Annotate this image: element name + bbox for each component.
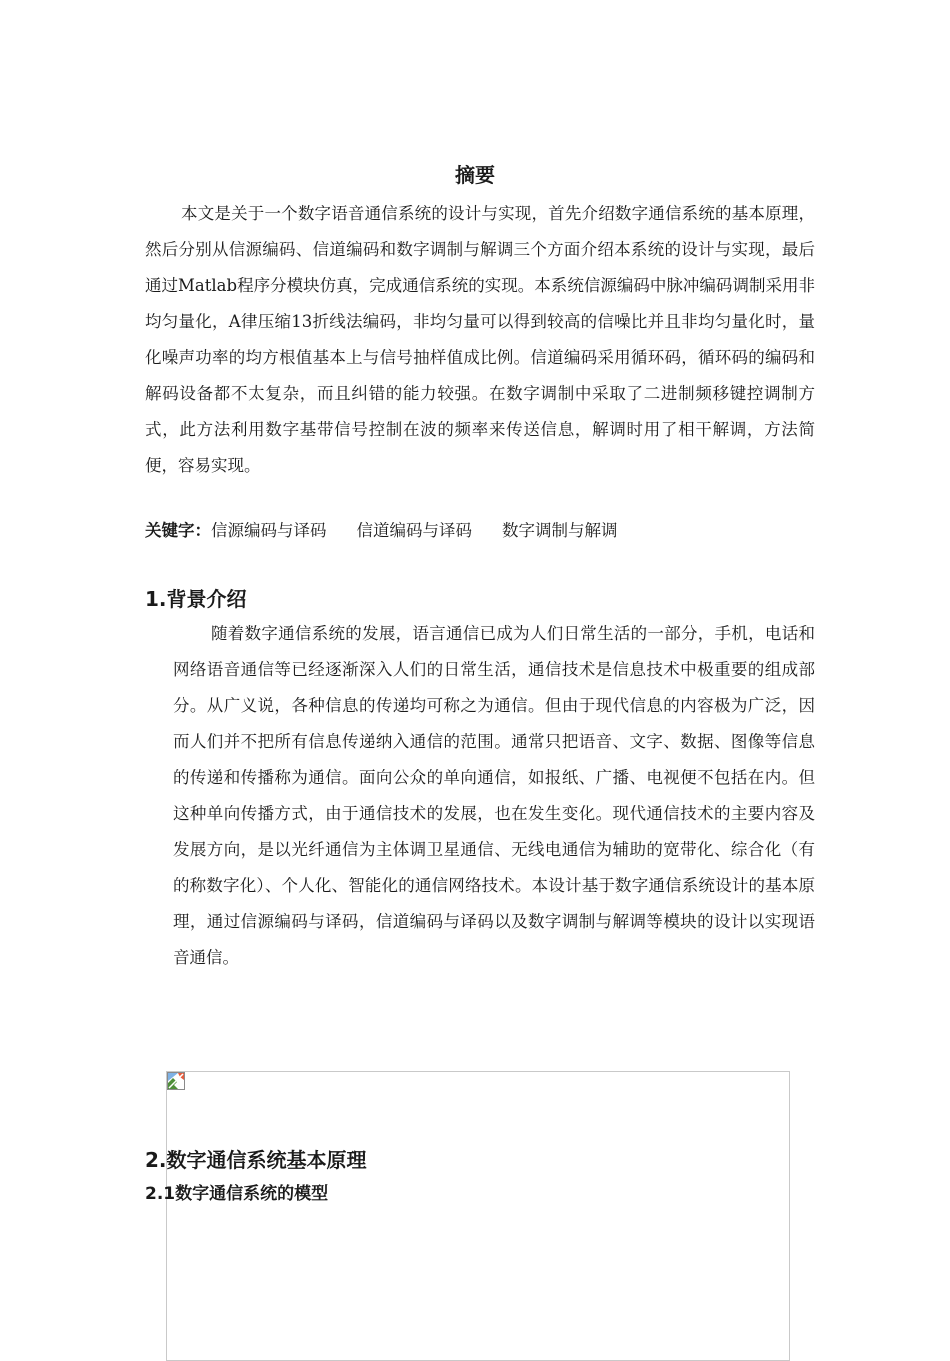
figure-placeholder-frame	[166, 1071, 790, 1361]
keyword-item: 信源编码与译码	[211, 521, 327, 540]
abstract-title: 摘要	[455, 163, 495, 187]
keywords-line	[145, 514, 845, 548]
section-2-heading: 2.数字通信系统基本原理	[145, 1148, 367, 1172]
section-1-heading: 1.背景介绍	[145, 587, 247, 611]
abstract-body: 本文是关于一个数字语音通信系统的设计与实现，首先介绍数字通信系统的基本原理，然后分别从信源编码、信道编码和数字调制与解调三个方面介绍本系统的设计与实现，最后通过Matlab程序分模块仿真，完成通信系统的实现。本系统信源编码中脉冲编码调制采用非均匀量化，A律压缩13折线法编码，非均匀量可以得到较高的信噪比并且非均匀量化时，量化噪声功率的均方根值基本上与信号抽样值成比例。信道编码采用循环码，循环码的编码和解码设备都不太复杂，而且纠错的能力较强。在数字调制中采取了二进制频移键控调制方式，此方法利用数字基带信号控制在波的频率来传送信息，解调时用了相干解调，方法简便，容易实现。	[145, 204, 815, 475]
keyword-item: 数字调制与解调	[502, 521, 618, 540]
section-2-1-heading: 2.1数字通信系统的模型	[145, 1184, 329, 1204]
broken-image-icon	[166, 1071, 186, 1091]
section-1-body: 随着数字通信系统的发展，语言通信已成为人们日常生活的一部分，手机，电话和网络语音通信等已经逐渐深入人们的日常生活，通信技术是信息技术中极重要的组成部分。从广义说，各种信息的传递均可称之为通信。但由于现代信息的内容极为广泛，因而人们并不把所有信息传递纳入通信的范围。通常只把语音、文字、数据、图像等信息的传递和传播称为通信。面向公众的单向通信，如报纸、广播、电视便不包括在内。但这种单向传播方式，由于通信技术的发展，也在发生变化。现代通信技术的主要内容及发展方向，是以光纤通信为主体调卫星通信、无线电通信为辅助的宽带化、综合化（有的称数字化）、个人化、智能化的通信网络技术。本设计基于数字通信系统设计的基本原理，通过信源编码与译码，信道编码与译码以及数字调制与解调等模块的设计以实现语音通信。	[173, 624, 815, 967]
keyword-item: 信道编码与译码	[356, 521, 472, 540]
keywords-label: 关键字：	[145, 521, 211, 540]
